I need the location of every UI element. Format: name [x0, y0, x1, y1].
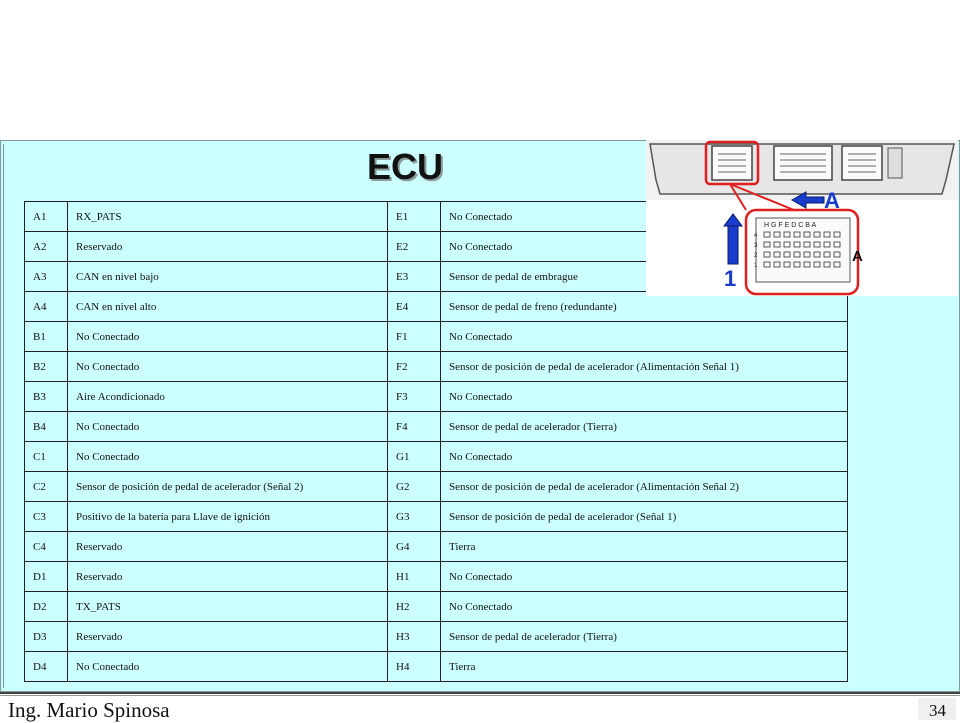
pin-desc-a: Reservado [68, 232, 388, 262]
pin-id-a: B4 [25, 412, 68, 442]
pin-id-b: E1 [388, 202, 441, 232]
pin-desc-a: Sensor de posición de pedal de acelerador (Señal 2) [68, 472, 388, 502]
arrow-up-head [724, 214, 742, 226]
pin-id-b: F3 [388, 382, 441, 412]
pin-id-b: H2 [388, 592, 441, 622]
page-number: 34 [929, 701, 946, 720]
pin-desc-b: No Conectado [441, 592, 848, 622]
pin-desc-b: Sensor de pedal de freno (redundante) [441, 292, 848, 322]
pin-desc-b: No Conectado [441, 232, 848, 262]
pin-desc-a: Positivo de la batería para Llave de ignición [68, 502, 388, 532]
pin-desc-a: CAN en nivel alto [68, 292, 388, 322]
column-letters: H G F E D C B A [764, 222, 817, 229]
pin-id-a: C2 [25, 472, 68, 502]
table-row [25, 622, 848, 652]
pin-desc-a: RX_PATS [68, 202, 388, 232]
panel-edge-line [3, 144, 4, 688]
pin-id-a: C1 [25, 442, 68, 472]
pin-desc-a: Aire Acondicionado [68, 382, 388, 412]
table-row [25, 502, 848, 532]
table-row [25, 412, 848, 442]
pin-id-b: H1 [388, 562, 441, 592]
side-label-a: A [852, 248, 863, 265]
table-row [25, 322, 848, 352]
connector-diagram [646, 140, 958, 296]
table-row [25, 352, 848, 382]
arrow-up-shaft [728, 224, 738, 264]
pin-id-a: C4 [25, 532, 68, 562]
pin-desc-a: CAN en nivel bajo [68, 262, 388, 292]
pin-desc-a: No Conectado [68, 442, 388, 472]
pin-desc-b: No Conectado [441, 442, 848, 472]
pin-desc-b: Sensor de posición de pedal de acelerador (Alimentación Señal 2) [441, 472, 848, 502]
pin-id-a: B3 [25, 382, 68, 412]
row-number: 1 [754, 263, 758, 269]
pin-desc-b: Sensor de posición de pedal de acelerador (Señal 1) [441, 502, 848, 532]
table-row [25, 472, 848, 502]
pin-desc-b: No Conectado [441, 322, 848, 352]
pin-desc-a: TX_PATS [68, 592, 388, 622]
table-row [25, 562, 848, 592]
pin-desc-b: Sensor de posición de pedal de acelerador (Alimentación Señal 1) [441, 352, 848, 382]
row-number: 4 [754, 233, 758, 239]
column-label-a: A [824, 188, 840, 213]
pin-id-b: F1 [388, 322, 441, 352]
pin-id-b: E2 [388, 232, 441, 262]
pin-id-b: E4 [388, 292, 441, 322]
pin-desc-b: Tierra [441, 532, 848, 562]
housing-latch [888, 148, 902, 178]
pin-id-b: E3 [388, 262, 441, 292]
pin-id-b: F2 [388, 352, 441, 382]
pin-desc-b: Sensor de pedal de embrague [441, 262, 848, 292]
table-row [25, 382, 848, 412]
pin-id-a: C3 [25, 502, 68, 532]
author-name: Ing. Mario Spinosa [8, 698, 170, 722]
row-number: 2 [754, 253, 758, 259]
pin-id-a: D1 [25, 562, 68, 592]
pin-id-a: A1 [25, 202, 68, 232]
slide-title: ECU [366, 146, 443, 187]
pin-desc-b: Sensor de pedal de acelerador (Tierra) [441, 622, 848, 652]
pin-desc-b: Sensor de pedal de acelerador (Tierra) [441, 412, 848, 442]
table-row [25, 442, 848, 472]
pin-id-b: G4 [388, 532, 441, 562]
row-label-1: 1 [724, 266, 737, 291]
footer-divider [0, 692, 960, 694]
pin-id-b: G1 [388, 442, 441, 472]
pin-desc-a: No Conectado [68, 652, 388, 682]
pin-desc-a: Reservado [68, 532, 388, 562]
footer-divider-thin [0, 695, 960, 696]
table-row [25, 532, 848, 562]
connector-middle [774, 146, 832, 180]
pin-id-a: A3 [25, 262, 68, 292]
pin-id-b: H4 [388, 652, 441, 682]
pin-desc-b: No Conectado [441, 382, 848, 412]
table-row [25, 652, 848, 682]
pin-desc-a: No Conectado [68, 352, 388, 382]
pin-desc-a: Reservado [68, 622, 388, 652]
pin-id-b: F4 [388, 412, 441, 442]
pin-desc-b: No Conectado [441, 562, 848, 592]
pin-id-a: A2 [25, 232, 68, 262]
pin-desc-a: No Conectado [68, 322, 388, 352]
pin-id-a: D3 [25, 622, 68, 652]
connector-right [842, 146, 882, 180]
pin-desc-a: No Conectado [68, 412, 388, 442]
pin-id-a: D2 [25, 592, 68, 622]
pin-id-a: D4 [25, 652, 68, 682]
connector-illustration [646, 140, 958, 296]
pin-desc-a: Reservado [68, 562, 388, 592]
pin-id-a: A4 [25, 292, 68, 322]
row-number: 3 [754, 243, 758, 249]
pin-desc-b: Tierra [441, 652, 848, 682]
table-row [25, 592, 848, 622]
pin-desc-b: No Conectado [441, 202, 848, 232]
pin-id-a: B2 [25, 352, 68, 382]
pin-id-b: G3 [388, 502, 441, 532]
pin-id-b: H3 [388, 622, 441, 652]
pin-id-a: B1 [25, 322, 68, 352]
pin-id-b: G2 [388, 472, 441, 502]
connector-left [712, 146, 752, 180]
